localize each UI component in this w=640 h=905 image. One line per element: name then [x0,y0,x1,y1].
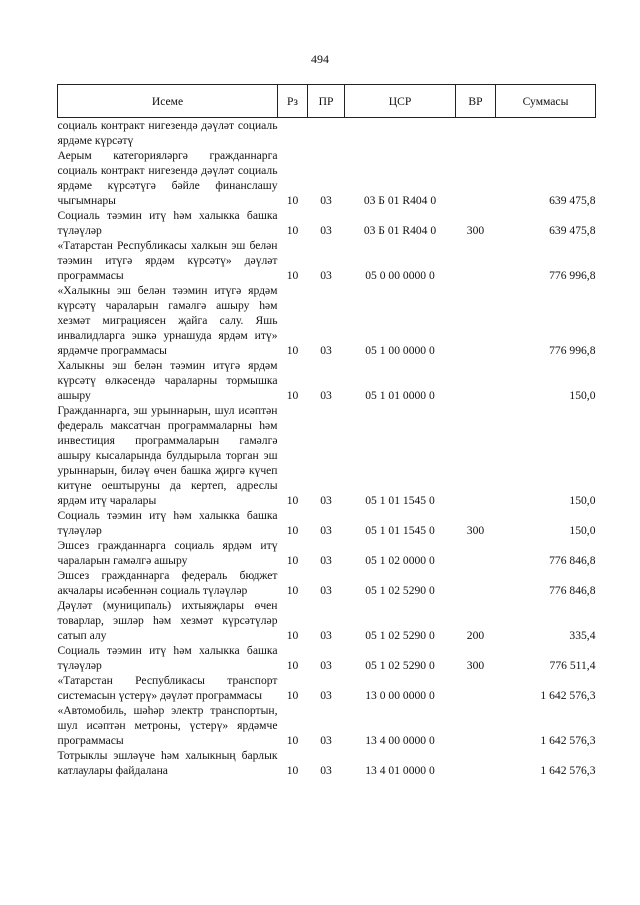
row-csr: 03 Б 01 R404 0 [363,224,437,237]
row-pr: 03 [320,764,332,777]
table-row [58,748,596,778]
row-pr: 03 [320,344,332,357]
row-vr [456,673,496,703]
row-csr: 05 1 01 0000 0 [365,389,435,402]
table-row [58,118,596,149]
row-vr [456,403,496,508]
row-rz: 10 [286,389,299,402]
row-name: Социаль тәэмин итү һәм халыкка башка түләүләр [57,209,278,237]
row-name: Халыкны эш белән тәэмин итүгә ярдәм күрсәтү өлкәсендә чараларны тормышка ашыру [57,359,278,402]
row-vr [456,283,496,358]
row-name: «Татарстан Республикасы транспорт системасын үстерү» дәүләт программасы [57,674,278,702]
row-sum: 150,0 [569,524,596,537]
table-row [58,568,596,598]
row-vr [456,148,496,208]
row-rz: 10 [286,194,299,207]
row-rz: 10 [286,689,299,702]
row-sum: 150,0 [569,494,596,507]
row-name: Тотрыклы эшләүче һәм халыкның барлык катлаулары файдалана [57,749,278,777]
row-name: Дәүләт (муниципаль) ихтыяҗлары өчен товарлар, эшләр һәм хезмәт күрсәтүләр сатып алу [57,599,278,642]
row-name: Гражданнарга, эш урыннарын, шул исәптән федераль максатчан программаларны һәм инвестиция программаларын гамәлгә ашыру кысаларында булдырыла торган эш урыннарын, биләү өчен башка җиргә күчеп китүне оештыруны да кертеп, адреслы ярдәм итү чаралары [57,404,278,507]
row-name: «Халыкны эш белән тәэмин итүгә ярдәм күрсәтү чараларын гамәлгә ашыру һәм хезмәт миграциясен җайга салу. Яшь инвалидларга эшкә урнашуда ярдәм итү» ярдәмче программасы [57,284,278,357]
row-sum: 1 642 576,3 [540,734,596,747]
row-pr: 03 [320,584,332,597]
row-vr [456,538,496,568]
table-row [58,598,596,643]
row-rz: 10 [286,344,299,357]
row-vr [456,118,496,149]
row-pr: 03 [320,659,332,672]
row-sum: 776 996,8 [549,269,596,282]
header-vr: ВР [456,85,496,118]
row-rz [278,118,308,149]
row-pr: 03 [320,224,332,237]
table-row [58,403,596,508]
row-pr [308,118,345,149]
row-name: «Татарстан Республикасы халкын эш белән тәэмин итүгә ярдәм күрсәтү» дәүләт программасы [57,239,278,282]
row-rz: 10 [286,734,299,747]
row-vr [456,568,496,598]
row-csr: 03 Б 01 R404 0 [363,194,437,207]
row-vr [456,748,496,778]
table-row [58,673,596,703]
row-rz: 10 [286,629,299,642]
row-vr: 200 [466,629,485,642]
row-sum: 776 511,4 [549,659,596,672]
table-row [58,148,596,208]
row-csr: 05 1 01 1545 0 [365,524,435,537]
row-csr: 05 1 02 5290 0 [365,584,435,597]
row-vr [456,238,496,283]
table-row [58,238,596,283]
row-csr: 05 1 00 0000 0 [365,344,435,357]
row-csr: 05 1 02 5290 0 [365,629,435,642]
header-name: Исеме [58,85,278,118]
row-pr: 03 [320,524,332,537]
row-sum: 1 642 576,3 [540,689,596,702]
row-vr [456,703,496,748]
row-csr: 05 1 02 0000 0 [365,554,435,567]
row-pr: 03 [320,494,332,507]
row-pr: 03 [320,689,332,702]
row-name: Социаль тәэмин итү һәм халыкка башка түләүләр [57,644,278,672]
row-sum [496,118,596,149]
row-rz: 10 [286,524,299,537]
row-rz: 10 [286,224,299,237]
row-vr: 300 [466,224,485,237]
header-pr: ПР [308,85,345,118]
row-csr: 05 1 01 1545 0 [365,494,435,507]
row-pr: 03 [320,194,332,207]
row-pr: 03 [320,629,332,642]
row-vr: 300 [466,524,485,537]
page-number: 494 [311,52,329,66]
row-csr: 05 0 00 0000 0 [365,269,435,282]
header-sum: Суммасы [496,85,596,118]
row-vr: 300 [466,659,485,672]
row-csr: 13 0 00 0000 0 [365,689,435,702]
row-vr [456,358,496,403]
row-pr: 03 [320,269,332,282]
row-rz: 10 [286,494,299,507]
row-name: Эшсез гражданнарга социаль ярдәм итү чараларын гамәлгә ашыру [57,539,278,567]
row-csr: 05 1 02 5290 0 [365,659,435,672]
table-row [58,538,596,568]
row-rz: 10 [286,269,299,282]
row-sum: 1 642 576,3 [540,764,596,777]
row-name: Эшсез гражданнарга федераль бюджет акчалары исәбеннән социаль түләүләр [57,569,278,597]
row-sum: 639 475,8 [549,224,596,237]
budget-table [57,84,596,778]
row-pr: 03 [320,734,332,747]
row-csr [345,118,456,149]
row-sum: 335,4 [569,629,596,642]
row-sum: 776 846,8 [549,554,596,567]
table-header-row [58,85,596,118]
row-pr: 03 [320,554,332,567]
header-rz: Рз [278,85,308,118]
row-name: социаль контракт нигезендә дәүләт социаль ярдәме күрсәтү [57,119,278,147]
table-row [58,643,596,673]
header-csr: ЦСР [345,85,456,118]
row-sum: 776 996,8 [549,344,596,357]
row-pr: 03 [320,389,332,402]
table-row [58,358,596,403]
table-row [58,208,596,238]
row-name: «Автомобиль, шәһәр электр транспортын, шул исәптән метроны, үстерү» ярдәмче программасы [57,704,278,747]
row-name: Аерым категорияләргә гражданнарга социаль контракт нигезендә дәүләт социаль ярдәме күрсәтүгә бәйле финанслашу чыгымнары [57,149,278,207]
row-sum: 639 475,8 [549,194,596,207]
row-name: Социаль тәэмин итү һәм халыкка башка түләүләр [57,509,278,537]
row-rz: 10 [286,584,299,597]
row-csr: 13 4 01 0000 0 [365,764,435,777]
table-row [58,703,596,748]
row-rz: 10 [286,554,299,567]
table-row [58,508,596,538]
row-rz: 10 [286,764,299,777]
row-sum: 150,0 [569,389,596,402]
table-row [58,283,596,358]
row-rz: 10 [286,659,299,672]
row-sum: 776 846,8 [549,584,596,597]
row-csr: 13 4 00 0000 0 [365,734,435,747]
